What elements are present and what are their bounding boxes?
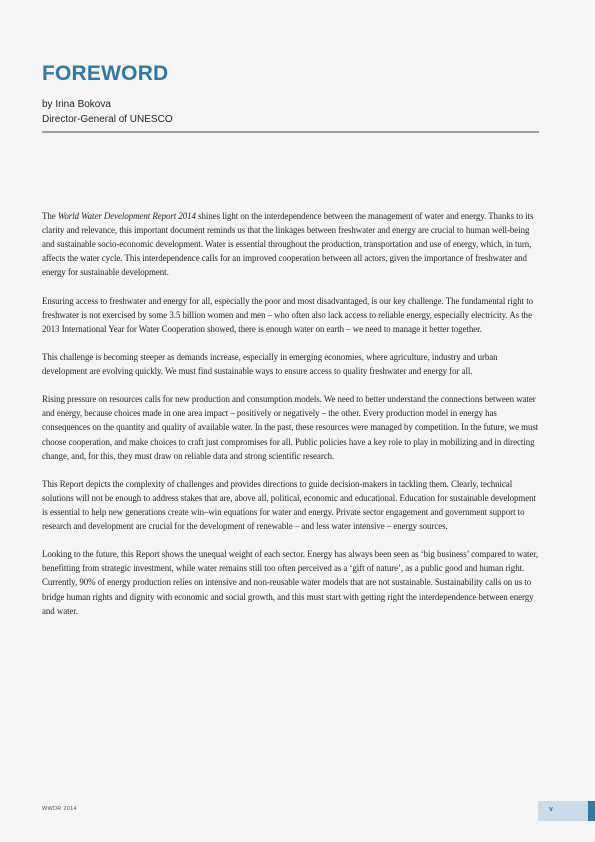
paragraph-3: This challenge is becoming steeper as demands increase, especially in emerging economies, where agriculture, industry and urban development are evolving quickly. We must find sustainable ways to ensure access to quality freshwater and energy for all. — [42, 351, 498, 377]
paragraph-4: Rising pressure on resources calls for new production and consumption models. We need to better understand the connections between water and energy, because choices made in one area impact – positively or negatively – the other. Every production model in energy has consequences on the quantity and quality of available water. In the past, these resources were managed by competition. In the future, we must choose cooperation, and make choices to craft just compromises for all. Public policies have a key role to play in mobilizing and in directing change, and, for this, they must draw on reliable data and strong scientific research. — [42, 394, 539, 461]
author-role: Director-General of UNESCO — [42, 114, 173, 125]
footer-report-label: WWDR 2014 — [42, 806, 77, 812]
page-number: v — [549, 806, 553, 813]
author-line: by Irina Bokova — [42, 99, 111, 110]
page-number-tab — [538, 801, 588, 821]
paragraph-1 — [42, 209, 540, 279]
paragraph-6: Looking to the future, this Report shows the unequal weight of each sector. Energy has always been seen as ‘big business’ compared to water, benefitting from strategic investment, while water remains still too often perceived as a ‘gift of nature’, as a public good and human right. Currently, 90% of energy production relies on intensive and non-reusable water models that are not sustainable. Sustainability calls on us to bridge human rights and dignity with economic and social growth, and this must start with getting right the interdependence between energy and water. — [42, 549, 539, 616]
byline — [42, 97, 173, 127]
paragraph-1-lead: The — [42, 211, 58, 221]
paragraph-1-text: shines light on the interdependence between the management of water and energy. Thanks to its clarity and relevance, this important document reminds us that the linkages between freshwater and energy are crucial to human well-being and sustainable socio-economic development. Water is essential throughout the production, transportation and use of energy, which, in turn, affects the water cycle. This interdependence calls for an improved cooperation between all actors, given the importance of freshwater and energy for sustainable development. — [42, 211, 534, 278]
page-title: FOREWORD — [42, 62, 169, 85]
header-divider — [42, 131, 539, 133]
page-edge-marker — [588, 801, 595, 821]
paragraph-5: This Report depicts the complexity of challenges and provides directions to guide decision-makers in tackling them. Clearly, technical solutions will not be enough to address stakes that are, above all, political, economic and educational. Education for sustainable development is essential to help new generations create win–win equations for water and energy. Private sector engagement and government support to research and development are crucial for the development of renewable – and less water intensive – energy sources. — [42, 478, 536, 532]
foreword-body — [42, 209, 540, 632]
report-title-italic: World Water Development Report 2014 — [57, 211, 196, 221]
paragraph-2: Ensuring access to freshwater and energy for all, especially the poor and most disadvantaged, is our key challenge. The fundamental right to freshwater is not exercised by some 3.5 billion women and men – who often also lack access to reliable energy, especially electricity. As the 2013 International Year for Water Cooperation showed, there is enough water on earth – we need to manage it better together. — [42, 295, 533, 334]
